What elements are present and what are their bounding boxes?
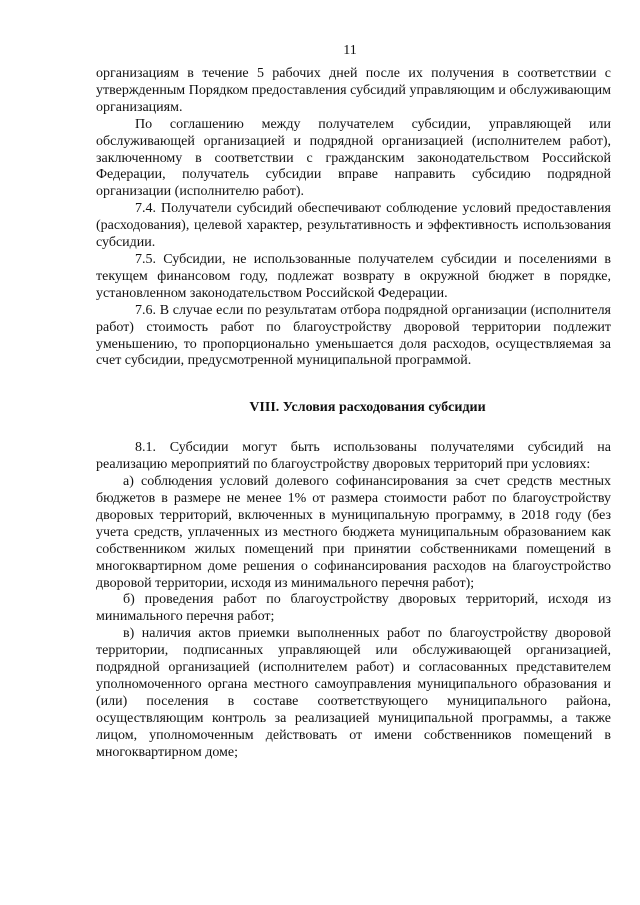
section-title: VIII. Условия расходования субсидии xyxy=(249,400,486,416)
paragraph-7-5: 7.5. Субсидии, не использованные получателем субсидии и поселениями в текущем финансовом году, подлежат возврату в окружной бюджет в порядке, установленном законодательством Российской Федерации. xyxy=(96,251,611,301)
paragraph-7-6: 7.6. В случае если по результатам отбора подрядной организации (исполнителя работ) стоимость работ по благоустройству дворовой территории подлежит уменьшению, то пропорционально уменьшается доля расходов, осуществляемая за счет субсидии, предусмотренной муниципальной программой. xyxy=(96,302,611,369)
paragraph-7-4: 7.4. Получатели субсидий обеспечивают соблюдение условий предоставления (расходования), целевой характер, результативность и эффективность использования субсидии. xyxy=(96,201,611,251)
paragraph-8-1-a: а) соблюдения условий долевого софинансирования за счет средств местных бюджетов в размере не менее 1% от размера стоимости работ по благоустройству дворовых территорий, включенных в муниципальную программу, в 2018 году (без учета средств, уплаченных из местного бюджета муниципальным образованием как собственником жилых помещений при принятии собственниками помещений в многоквартирном доме решения о софинансирования расходов на благоустройство дворовой территории, исходя из минимального перечня работ); xyxy=(96,474,611,591)
paragraph-8-1-v: в) наличия актов приемки выполненных работ по благоустройству дворовой территории, подписанных управляющей или обслуживающей организацией, подрядной организацией (исполнителем работ) и согласованных представителем уполномоченного органа местного самоуправления муниципального образования и (или) поселения в составе соответствующего муниципального района, осуществляющим контроль за реализацией муниципальной программы, а также лицом, уполномоченным действовать от имени собственников помещений в многоквартирном доме; xyxy=(96,626,611,760)
paragraph-8-1-b: б) проведения работ по благоустройству дворовых территорий, исходя из минимального перечня работ; xyxy=(96,592,611,625)
paragraph-8-1: 8.1. Субсидии могут быть использованы получателями субсидий на реализацию мероприятий по благоустройству дворовых территорий при условиях: xyxy=(96,440,611,473)
paragraph-continuation: организациям в течение 5 рабочих дней после их получения в соответствии с утвержденным Порядком предоставления субсидий управляющим и обслуживающим организациям. xyxy=(96,66,611,115)
page-number: 11 xyxy=(343,43,357,58)
paragraph-agreement: По соглашению между получателем субсидии, управляющей или обслуживающей организацией и подрядной организацией (исполнителем работ), заключенному в соответствии с гражданским законодательством Российской Федерации, получатель субсидии вправе направить субсидию подрядной организации (исполнителю работ). xyxy=(96,116,611,200)
document-body xyxy=(96,66,611,762)
